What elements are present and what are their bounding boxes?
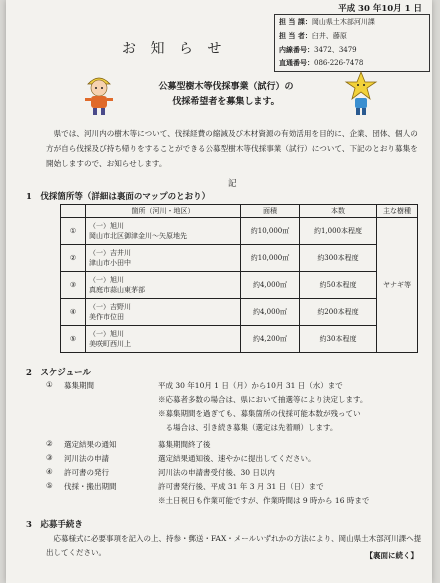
- table-header: 面積: [241, 205, 300, 218]
- notice-page: [6, 0, 432, 583]
- mascot-left-icon: [82, 70, 116, 116]
- schedule-item: [46, 467, 426, 481]
- table-row: [61, 299, 418, 326]
- area-cell: 約4,000㎡: [241, 299, 300, 326]
- area-cell: 約4,200㎡: [241, 326, 300, 353]
- table-header: [61, 205, 86, 218]
- procedure-text: 応募様式に必要事項を記入の上、持参・郵送・FAX・メールいずれかの方法により、岡山県土木部河川課へ提出してください。: [46, 534, 422, 557]
- page-title: お 知 ら せ: [122, 41, 227, 57]
- site-place: 美作市位田: [89, 313, 124, 321]
- table-row: [61, 326, 418, 353]
- table-header: 主な樹種: [377, 205, 418, 218]
- schedule-value: 許可書発行後、平成 31 年 3 月 31 日（日）まで: [158, 482, 324, 491]
- schedule-item: [46, 422, 426, 439]
- schedule-number: ②: [46, 439, 53, 448]
- schedule-item: [46, 439, 426, 453]
- schedule-label: 募集期間: [64, 381, 94, 390]
- area-cell: 約4,000㎡: [241, 272, 300, 299]
- site-place: 真庭市蒜山東茅部: [89, 286, 145, 294]
- schedule-value: 募集期間終了後: [158, 440, 211, 449]
- schedule-item: [46, 408, 426, 422]
- site-place: 美咲町西川上: [89, 340, 131, 348]
- species-cell: ヤナギ等: [377, 218, 418, 353]
- section-2-heading: 2 スケジュール: [26, 368, 91, 378]
- table-row: [61, 218, 418, 245]
- section-1-heading: 1 伐採箇所等（詳細は裏面のマップのとおり）: [26, 192, 211, 202]
- site-cell: [86, 299, 241, 326]
- schedule-list: [46, 380, 426, 509]
- contact-label: 内線番号：: [279, 45, 314, 54]
- contact-value: 086-226-7478: [314, 59, 364, 67]
- area-cell: 約10,000㎡: [241, 218, 300, 245]
- table-header-row: [61, 205, 418, 218]
- schedule-value: ※募集期間を過ぎても、募集箇所の伐採可能本数が残ってい: [158, 409, 361, 418]
- schedule-item: [46, 495, 426, 509]
- row-number: ③: [61, 272, 86, 299]
- count-cell: 約300本程度: [300, 245, 377, 272]
- schedule-value: ※土日祝日も作業可能ですが、作業時間は 9 時から 16 時まで: [158, 496, 370, 505]
- row-number: ①: [61, 218, 86, 245]
- site-table: [60, 204, 418, 353]
- river-name: （一）旭川: [89, 330, 124, 338]
- schedule-value: 平成 30 年10月 1 日（月）から10月 31 日（水）まで: [158, 381, 343, 390]
- count-cell: 約50本程度: [300, 272, 377, 299]
- contact-value: 臼井、藤原: [311, 32, 347, 40]
- schedule-item: [46, 380, 426, 394]
- area-cell: 約10,000㎡: [241, 245, 300, 272]
- schedule-item: [46, 481, 426, 495]
- row-number: ②: [61, 245, 86, 272]
- count-cell: 約1,000本程度: [300, 218, 377, 245]
- table-header: 本数: [300, 205, 377, 218]
- schedule-value: ※応募者多数の場合は、県において抽選等により決定します。: [158, 395, 368, 404]
- schedule-number: ③: [46, 453, 53, 462]
- continued-note: 【裏面に続く】: [365, 551, 418, 560]
- row-number: ⑤: [61, 326, 86, 353]
- schedule-label: 河川法の申請: [64, 454, 109, 463]
- issue-date: 平成 30 年10月 1 日: [338, 4, 422, 14]
- river-name: （一）吉井川: [89, 249, 131, 257]
- schedule-value: る場合は、引き続き募集（選定は先着順）します。: [158, 423, 338, 432]
- ki-heading: 記: [228, 179, 237, 189]
- count-cell: 約200本程度: [300, 299, 377, 326]
- contact-value: 岡山県土木部河川課: [311, 18, 375, 26]
- mascot-right-icon: [344, 70, 378, 116]
- site-place: 岡山市北区御津金川〜矢原地先: [89, 232, 187, 240]
- headline-line: 公募型樹木等伐採事業（試行）の: [158, 82, 294, 92]
- river-name: （一）旭川: [89, 222, 124, 230]
- site-cell: [86, 245, 241, 272]
- site-place: 津山市小田中: [89, 259, 131, 267]
- site-cell: [86, 272, 241, 299]
- count-cell: 約30本程度: [300, 326, 377, 353]
- contact-box: [274, 14, 430, 72]
- schedule-number: ④: [46, 467, 53, 476]
- site-cell: [86, 218, 241, 245]
- schedule-value: 選定結果通知後、速やかに提出してください。: [158, 454, 316, 463]
- river-name: （一）旭川: [89, 276, 124, 284]
- schedule-value: 河川法の申請書受付後、30 日以内: [158, 468, 275, 477]
- schedule-item: [46, 453, 426, 467]
- contact-label: 担 当 者：: [279, 31, 312, 40]
- headline: [116, 80, 336, 110]
- river-name: （一）吉野川: [89, 303, 131, 311]
- intro-paragraph: 県では、河川内の樹木等について、伐採経費の縮減及び木材資源の有効活用を目的に、企業、団体、個人の方が自ら伐採及び持ち帰りをすることができる公募型樹木等伐採事業（試行）について、下記のとおり募集を開始しますので、お知らせします。: [46, 129, 418, 168]
- contact-label: 担 当 課：: [279, 17, 312, 26]
- site-cell: [86, 326, 241, 353]
- headline-line: 伐採希望者を募集します。: [172, 97, 280, 107]
- table-row: [61, 245, 418, 272]
- schedule-number: ①: [46, 380, 53, 389]
- schedule-label: 伐採・搬出期間: [64, 482, 117, 491]
- schedule-label: 選定結果の通知: [64, 440, 117, 449]
- row-number: ④: [61, 299, 86, 326]
- contact-value: 3472、3479: [314, 46, 357, 54]
- schedule-item: [46, 394, 426, 408]
- table-row: [61, 272, 418, 299]
- section-3-heading: 3 応募手続き: [26, 520, 83, 530]
- schedule-number: ⑤: [46, 481, 53, 490]
- schedule-label: 許可書の発行: [64, 468, 109, 477]
- contact-label: 直通番号：: [279, 58, 314, 67]
- table-header: 箇所（河川・地区）: [86, 205, 241, 218]
